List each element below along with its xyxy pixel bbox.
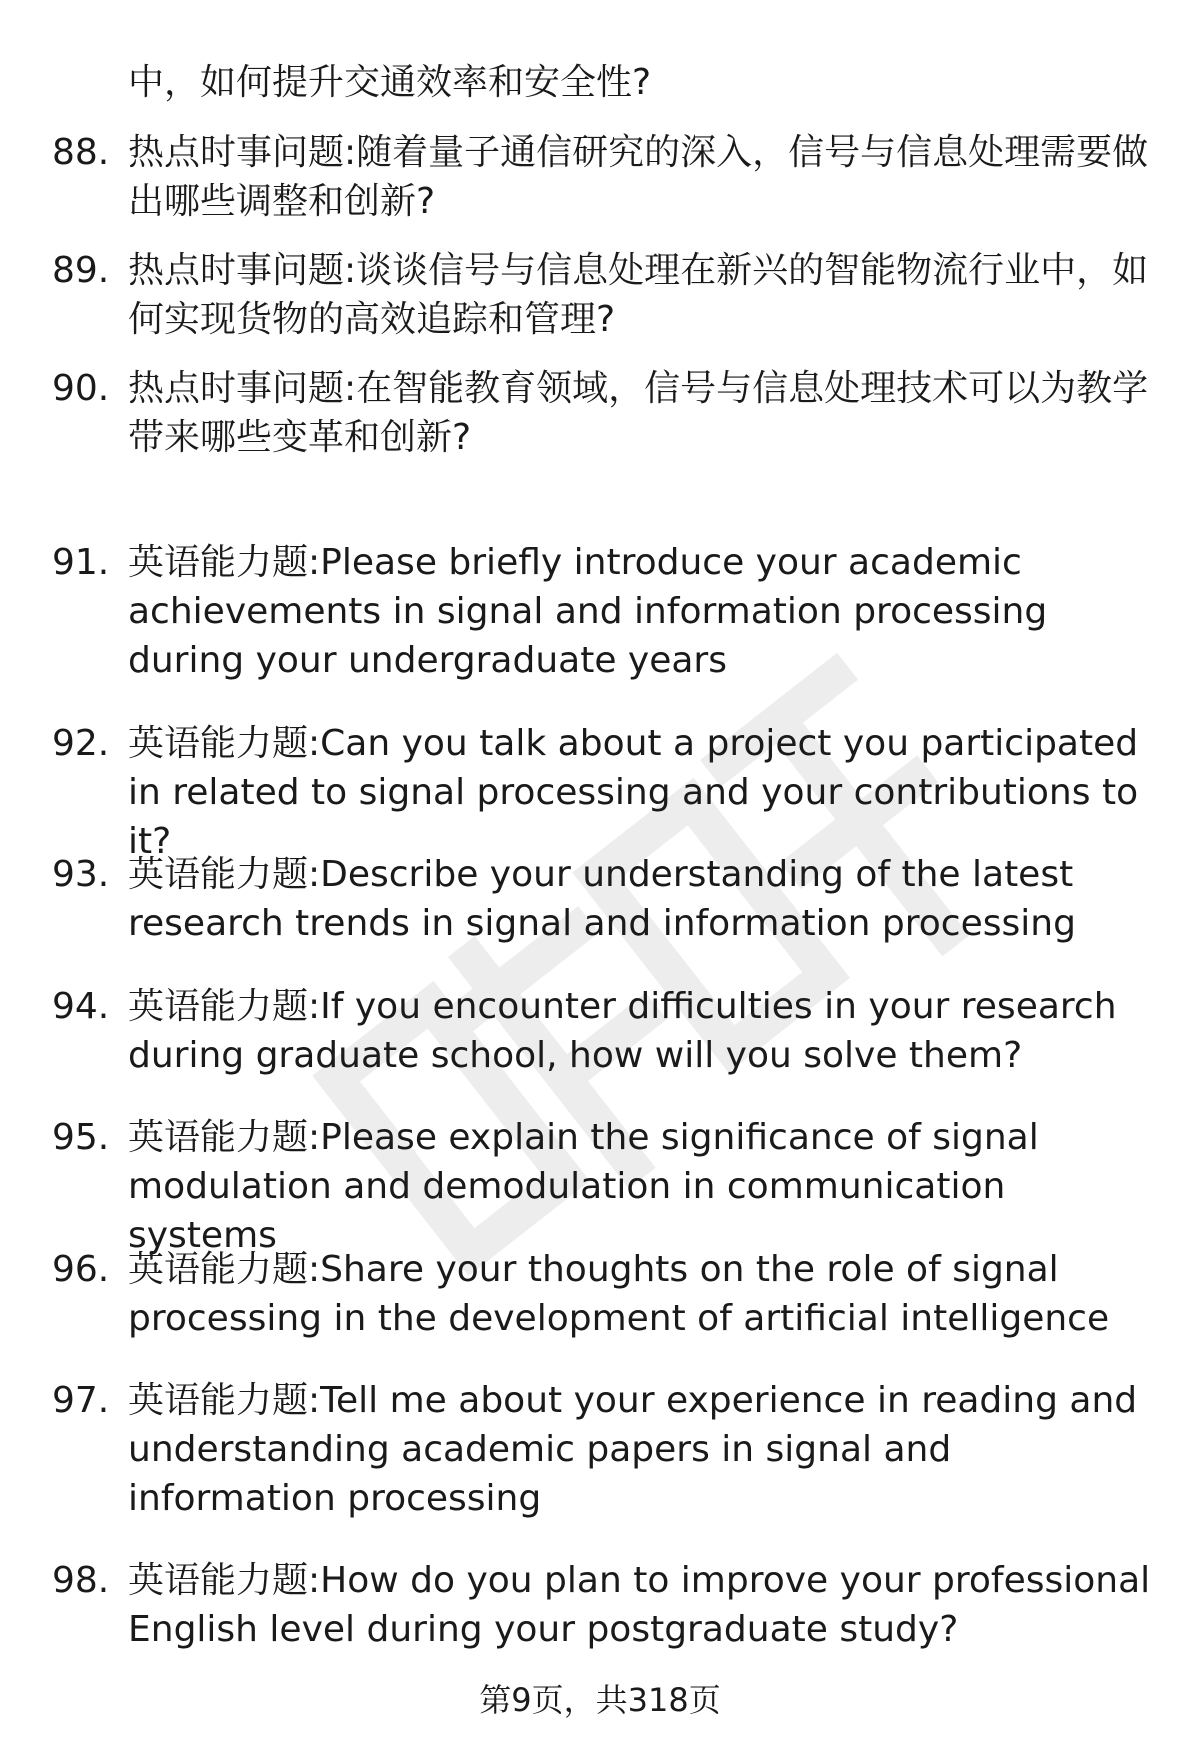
item-number: 95. bbox=[52, 1117, 110, 1158]
item-body bbox=[128, 364, 1158, 462]
continuation-text: 中，如何提升交通效率和安全性? bbox=[128, 62, 652, 103]
item-number: 88. bbox=[52, 132, 110, 173]
item-body bbox=[128, 982, 1158, 1080]
item-body bbox=[128, 1556, 1158, 1654]
item-text: Please briefly introduce your academic achievements in signal and information processing during your undergraduate years bbox=[128, 542, 1048, 681]
item-body bbox=[128, 246, 1158, 344]
item-number: 89. bbox=[52, 250, 110, 291]
item-body bbox=[128, 850, 1158, 948]
item-category: 英语能力题: bbox=[128, 1117, 321, 1158]
item-body bbox=[128, 128, 1158, 226]
item-category: 热点时事问题: bbox=[128, 250, 357, 291]
item-text: How do you plan to improve your professional English level during your postgraduate study? bbox=[128, 1560, 1151, 1650]
item-number: 92. bbox=[52, 723, 110, 764]
item-number: 98. bbox=[52, 1560, 110, 1601]
item-body bbox=[128, 1245, 1158, 1343]
item-category: 热点时事问题: bbox=[128, 368, 357, 409]
item-text: 在智能教育领域，信号与信息处理技术可以为教学带来哪些变革和创新? bbox=[128, 368, 1149, 458]
item-text: Share your thoughts on the role of signal processing in the development of artificial intelligence bbox=[128, 1249, 1110, 1339]
item-number: 97. bbox=[52, 1380, 110, 1421]
item-number: 94. bbox=[52, 986, 110, 1027]
item-category: 英语能力题: bbox=[128, 986, 321, 1027]
item-text: 谈谈信号与信息处理在新兴的智能物流行业中，如何实现货物的高效追踪和管理? bbox=[128, 250, 1149, 340]
item-category: 热点时事问题: bbox=[128, 132, 357, 173]
item-text: Can you talk about a project you participated in related to signal processing and your contributions to it? bbox=[128, 723, 1139, 862]
item-category: 英语能力题: bbox=[128, 723, 321, 764]
item-text: If you encounter difficulties in your research during graduate school, how will you solve them? bbox=[128, 986, 1117, 1076]
page-number-footer: 第9页，共318页 bbox=[479, 1681, 721, 1719]
item-number: 90. bbox=[52, 368, 110, 409]
item-number: 96. bbox=[52, 1249, 110, 1290]
item-number: 93. bbox=[52, 854, 110, 895]
item-category: 英语能力题: bbox=[128, 1249, 321, 1290]
item-category: 英语能力题: bbox=[128, 854, 321, 895]
item-category: 英语能力题: bbox=[128, 1560, 321, 1601]
item-category: 英语能力题: bbox=[128, 542, 321, 583]
item-category: 英语能力题: bbox=[128, 1380, 321, 1421]
item-body bbox=[128, 1376, 1158, 1523]
item-text: Describe your understanding of the latest research trends in signal and information processing bbox=[128, 854, 1076, 944]
item-number: 91. bbox=[52, 542, 110, 583]
item-body bbox=[128, 1113, 1158, 1260]
item-body bbox=[128, 538, 1158, 685]
item-text: 随着量子通信研究的深入，信号与信息处理需要做出哪些调整和创新? bbox=[128, 132, 1149, 222]
item-text: Please explain the significance of signal modulation and demodulation in communication systems bbox=[128, 1117, 1039, 1256]
item-body bbox=[128, 719, 1158, 866]
item-text: Tell me about your experience in reading and understanding academic papers in signal and information processing bbox=[128, 1380, 1138, 1519]
